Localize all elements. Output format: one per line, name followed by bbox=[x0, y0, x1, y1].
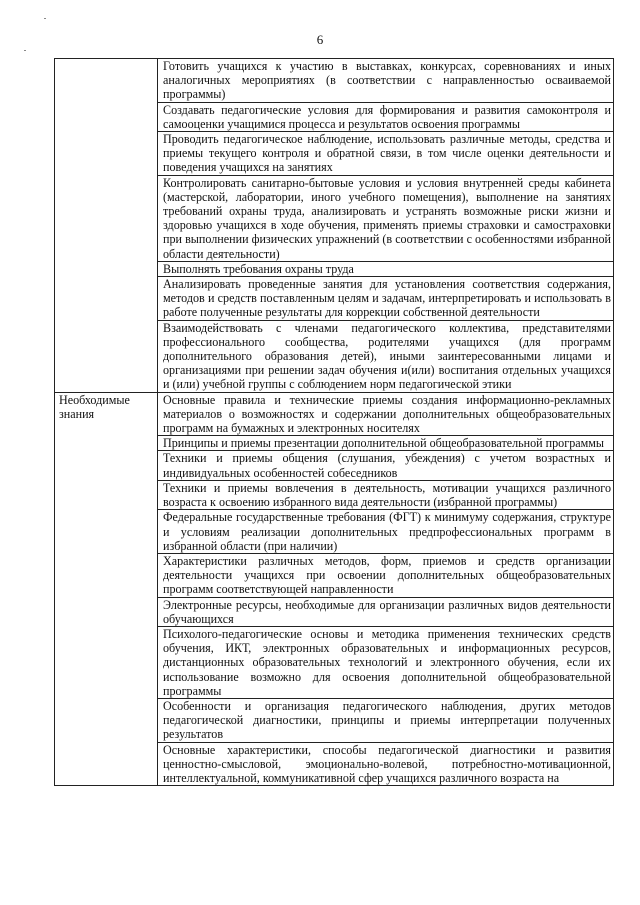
requirement-text: Взаимодействовать с членами педагогического коллектива, представителями профессионального сообщества, родителями учащихся (для программ дополнительного образования детей), иными заинтересованными лицами и организациями при решении задач обучения и(или) воспитания отдельных учащихся и (или) учебной группы с соблюдением норм педагогической этики bbox=[158, 320, 614, 392]
scan-speck bbox=[44, 18, 46, 19]
requirement-text: Создавать педагогические условия для формирования и развития самоконтроля и самооценки учащимися процесса и результатов освоения программы bbox=[158, 102, 614, 131]
requirement-text: Анализировать проведенные занятия для установления соответствия содержания, методов и средств поставленным целям и задачам, интерпретировать и использовать в работе полученные результаты для коррекции собственной деятельности bbox=[158, 277, 614, 321]
requirement-text: Проводить педагогическое наблюдение, использовать различные методы, средства и приемы текущего контроля и обратной связи, в том числе оценки деятельности и поведения учащихся на занятиях bbox=[158, 132, 614, 176]
requirement-text: Федеральные государственные требования (ФГТ) к минимуму содержания, структуре и условиям реализации дополнительных предпрофессиональных программ в избранной области (при наличии) bbox=[158, 510, 614, 554]
table-row bbox=[55, 392, 614, 436]
requirement-text: Техники и приемы общения (слушания, убеждения) с учетом возрастных и индивидуальных особенностей собеседников bbox=[158, 451, 614, 480]
document-table bbox=[54, 58, 614, 786]
requirement-text: Основные характеристики, способы педагогической диагностики и развития ценностно-смысловой, эмоционально-волевой, потребностно-мотивационной, интеллектуальной, коммуникативной сфер учащихся различного возраста на bbox=[158, 742, 614, 786]
section-label bbox=[55, 59, 158, 393]
requirement-text: Принципы и приемы презентации дополнительной общеобразовательной программы bbox=[158, 436, 614, 451]
table-body bbox=[55, 59, 614, 786]
requirement-text: Готовить учащихся к участию в выставках, конкурсах, соревнованиях и иных аналогичных мероприятиях (в соответствии с направленностью осваиваемой программы) bbox=[158, 59, 614, 103]
requirement-text: Основные правила и технические приемы создания информационно-рекламных материалов о возможностях и содержании дополнительных общеобразовательных программ на бумажных и электронных носителях bbox=[158, 392, 614, 436]
scan-speck bbox=[24, 50, 26, 51]
requirement-text: Психолого-педагогические основы и методика применения технических средств обучения, ИКТ, электронных образовательных и информационных ресурсов, дистанционных образовательных технологий и электронного обучения, если их использование возможно для освоения дополнительной общеобразовательной программы bbox=[158, 626, 614, 698]
requirement-text: Выполнять требования охраны труда bbox=[158, 261, 614, 276]
requirement-text: Электронные ресурсы, необходимые для организации различных видов деятельности обучающихся bbox=[158, 597, 614, 626]
table-row bbox=[55, 59, 614, 103]
requirement-text: Характеристики различных методов, форм, приемов и средств организации деятельности учащихся при освоении дополнительных общеобразовательных программ соответствующей направленности bbox=[158, 553, 614, 597]
requirement-text: Контролировать санитарно-бытовые условия и условия внутренней среды кабинета (мастерской, лаборатории, иного учебного помещения), выполнение на занятиях требований охраны труда, анализировать и устранять возможные риски жизни и здоровью учащихся в ходе обучения, применять приемы страховки и самостраховки при выполнении физических упражнений (в соответствии с особенностями избранной области деятельности) bbox=[158, 175, 614, 261]
page-number: 6 bbox=[316, 32, 324, 47]
requirement-text: Особенности и организация педагогического наблюдения, других методов педагогической диагностики, принципы и приемы интерпретации полученных результатов bbox=[158, 698, 614, 742]
requirement-text: Техники и приемы вовлечения в деятельность, мотивации учащихся различного возраста к освоению избранного вида деятельности (избранной программы) bbox=[158, 480, 614, 509]
section-label: Необходимые знания bbox=[55, 392, 158, 785]
